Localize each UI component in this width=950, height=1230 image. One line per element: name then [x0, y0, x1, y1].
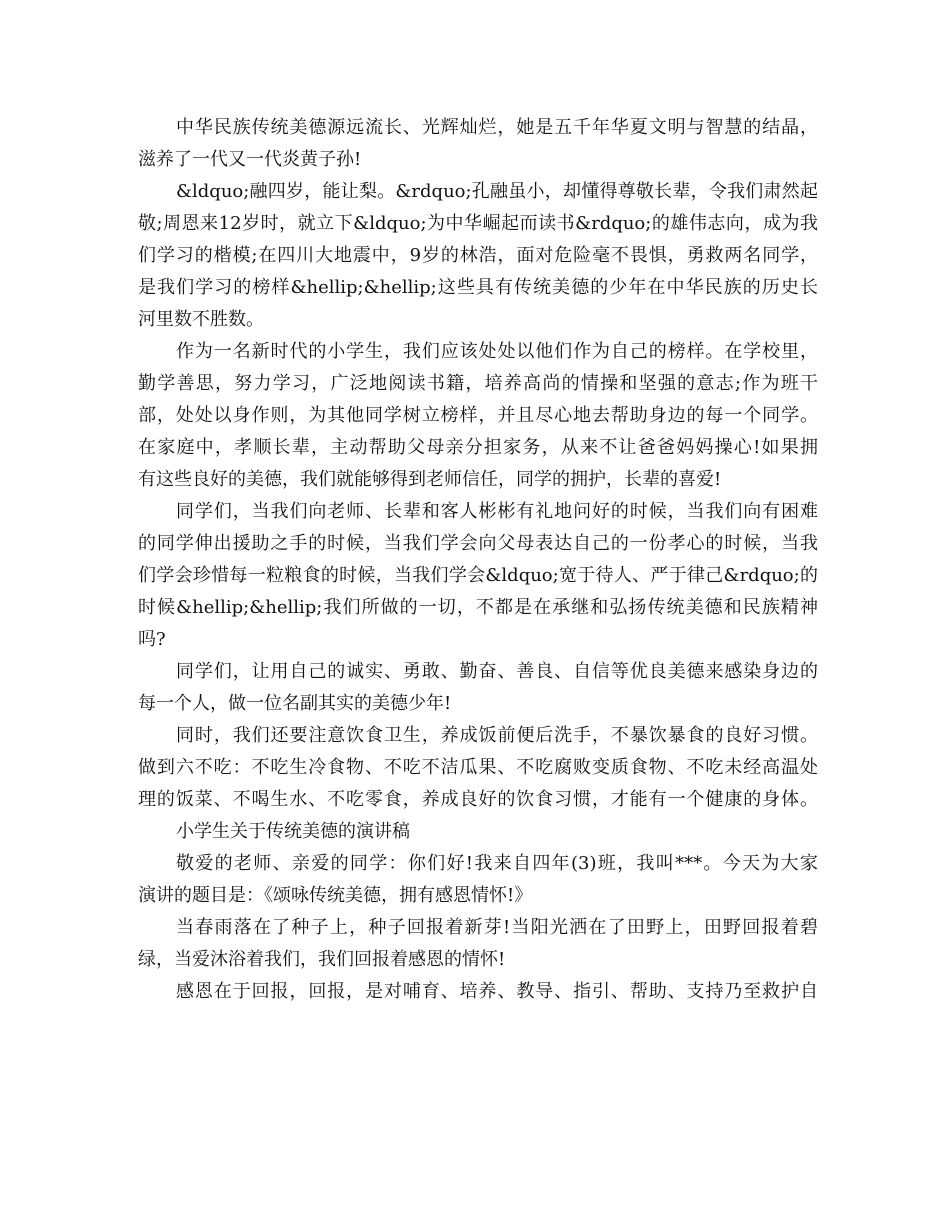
text-line: 时候&hellip;&hellip;我们所做的一切，不都是在承继和弘扬传统美德和民族精神: [138, 597, 818, 618]
text-line: 理的饭菜、不喝生水、不吃零食，养成良好的饮食习惯，才能有一个健康的身体。: [138, 789, 818, 810]
text-line: 部，处处以身作则，为其他同学树立榜样，并且尽心地去帮助身边的每一个同学。: [138, 405, 818, 426]
text-line: 同学们，当我们向老师、长辈和客人彬彬有礼地问好的时候，当我们向有困难: [176, 501, 818, 522]
text-line: 做到六不吃：不吃生冷食物、不吃不洁瓜果、不吃腐败变质食物、不吃未经高温处: [138, 757, 818, 778]
text-line: 吗?: [138, 629, 166, 650]
text-line: 们学习的楷模;在四川大地震中，9岁的林浩，面对危险毫不畏惧，勇救两名同学，: [138, 245, 818, 266]
text-line: 是我们学习的榜样&hellip;&hellip;这些具有传统美德的少年在中华民族的历史长: [138, 277, 818, 298]
text-line: 敬爱的老师、亲爱的同学：你们好!我来自四年(3)班，我叫***。今天为大家: [176, 853, 818, 874]
text-line: 中华民族传统美德源远流长、光辉灿烂，她是五千年华夏文明与智慧的结晶，: [176, 117, 818, 138]
text-line: 每一个人，做一位名副其实的美德少年!: [138, 693, 452, 714]
text-line: 河里数不胜数。: [138, 309, 264, 330]
text-line: 滋养了一代又一代炎黄子孙!: [138, 149, 362, 170]
text-line: 同学们，让用自己的诚实、勇敢、勤奋、善良、自信等优良美德来感染身边的: [176, 661, 818, 682]
text-line: 有这些良好的美德，我们就能够得到老师信任，同学的拥护，长辈的喜爱!: [138, 469, 722, 490]
document-body: [138, 112, 818, 1008]
text-line: 作为一名新时代的小学生，我们应该处处以他们作为自己的榜样。在学校里，: [176, 341, 818, 362]
text-line: 在家庭中，孝顺长辈，主动帮助父母亲分担家务，从来不让爸爸妈妈操心!如果拥: [138, 437, 818, 458]
text-line: 当春雨落在了种子上，种子回报着新芽!当阳光洒在了田野上，田野回报着碧: [176, 917, 818, 938]
text-line: 敬;周恩来12岁时，就立下&ldquo;为中华崛起而读书&rdquo;的雄伟志向，成为我: [138, 213, 818, 234]
text-line: 演讲的题目是：《颂咏传统美德，拥有感恩情怀!》: [138, 885, 533, 906]
text-line: 的同学伸出援助之手的时候，当我们学会向父母表达自己的一份孝心的时候，当我: [138, 533, 818, 554]
text-line: &ldquo;融四岁，能让梨。&rdquo;孔融虽小，却懂得尊敬长辈，令我们肃然起: [176, 181, 818, 202]
text-line: 们学会珍惜每一粒粮食的时候，当我们学会&ldquo;宽于待人、严于律己&rdquo;的: [138, 565, 818, 586]
text-line: 感恩在于回报，回报，是对哺育、培养、教导、指引、帮助、支持乃至救护自: [176, 981, 818, 1002]
text-line: 小学生关于传统美德的演讲稿: [176, 821, 410, 842]
text-line: 同时，我们还要注意饮食卫生，养成饭前便后洗手，不暴饮暴食的良好习惯。: [176, 725, 818, 746]
text-line: 绿，当爱沐浴着我们，我们回报着感恩的情怀!: [138, 949, 506, 970]
text-line: 勤学善思，努力学习，广泛地阅读书籍，培养高尚的情操和坚强的意志;作为班干: [138, 373, 818, 394]
